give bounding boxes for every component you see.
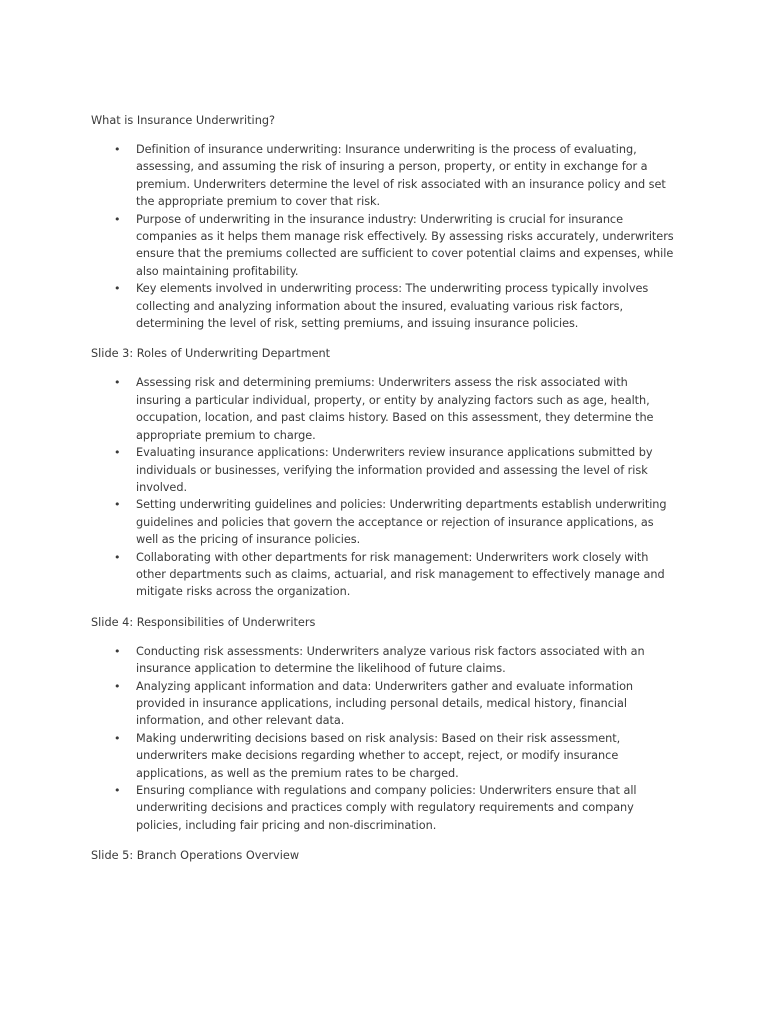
list-item	[114, 496, 676, 548]
list-item	[114, 643, 676, 678]
list-item	[114, 678, 676, 730]
list-item	[114, 549, 676, 601]
section-responsibilities	[91, 614, 676, 834]
list-item-text: Definition of insurance underwriting: Insurance underwriting is the process of evaluating, assessing, and assuming the risk of insuring a person, property, or entity in exchange for a premium. Underwriters determine the level of risk associated with an insurance policy and set the appropriate premium to cover that risk.	[136, 143, 666, 209]
list-item	[114, 211, 676, 281]
list-item	[114, 141, 676, 211]
bullet-marker: •	[114, 498, 121, 512]
section-roles	[91, 345, 676, 600]
list-item-text: Key elements involved in underwriting process: The underwriting process typically involves collecting and analyzing information about the insured, evaluating various risk factors, determining the level of risk, setting premiums, and issuing insurance policies.	[136, 282, 649, 331]
list-item-text: Setting underwriting guidelines and policies: Underwriting departments establish underwriting guidelines and policies that govern the acceptance or rejection of insurance applications, as well as the pricing of insurance policies.	[136, 498, 667, 547]
section-what-is-underwriting	[91, 112, 676, 332]
section-heading: What is Insurance Underwriting?	[91, 114, 276, 127]
bullet-marker: •	[114, 376, 121, 390]
bullet-marker: •	[114, 731, 121, 745]
bullet-marker: •	[114, 644, 121, 658]
bullet-marker: •	[114, 446, 121, 460]
list-item-text: Evaluating insurance applications: Underwriters review insurance applications submitted by individuals or businesses, verifying the information provided and assessing the level of risk involved.	[136, 446, 653, 494]
list-item	[114, 280, 676, 332]
section-branch-operations	[91, 847, 676, 864]
list-item-text: Purpose of underwriting in the insurance industry: Underwriting is crucial for insurance companies as it helps them manage risk effectively. By assessing risks accurately, underwriters ensure that the premiums collected are sufficient to cover potential claims and expenses, while also maintaining profitability.	[136, 212, 674, 278]
list-item-text: Conducting risk assessments: Underwriters analyze various risk factors associated with an insurance application to determine the likelihood of future claims.	[136, 644, 645, 676]
bullet-marker: •	[114, 212, 121, 226]
bullet-marker: •	[114, 784, 121, 797]
bullet-list	[91, 374, 676, 600]
list-item-text: Making underwriting decisions based on risk analysis: Based on their risk assessment, underwriters make decisions regarding whether to accept, reject, or modify insurance applications, as well as the premium rates to be charged.	[136, 731, 621, 780]
section-heading: Slide 3: Roles of Underwriting Department	[91, 347, 331, 361]
section-heading: Slide 5: Branch Operations Overview	[91, 849, 300, 863]
list-item	[114, 374, 676, 444]
bullet-marker: •	[114, 282, 121, 296]
bullet-marker: •	[114, 679, 121, 693]
bullet-marker: •	[114, 143, 121, 156]
bullet-list	[91, 643, 676, 834]
list-item-text: Collaborating with other departments for risk management: Underwriters work closely with other departments such as claims, actuarial, and risk management to effectively manage and mitigate risks across the organization.	[136, 550, 665, 599]
bullet-marker: •	[114, 550, 121, 564]
list-item	[114, 444, 676, 496]
list-item	[114, 730, 676, 782]
section-heading: Slide 4: Responsibilities of Underwriters	[91, 615, 316, 629]
list-item-text: Assessing risk and determining premiums: Underwriters assess the risk associated with insuring a particular individual, property, or entity by analyzing factors such as age, health, occupation, location, and past claims history. Based on this assessment, they determine the appropriate premium to charge.	[136, 376, 654, 442]
list-item-text: Ensuring compliance with regulations and company policies: Underwriters ensure that all underwriting decisions and practices comply with regulatory requirements and company policies, including fair pricing and non-discrimination.	[136, 784, 637, 832]
bullet-list	[91, 141, 676, 332]
list-item	[114, 782, 676, 834]
list-item-text: Analyzing applicant information and data: Underwriters gather and evaluate information provided in insurance applications, including personal details, medical history, financial information, and other relevant data.	[136, 679, 634, 728]
